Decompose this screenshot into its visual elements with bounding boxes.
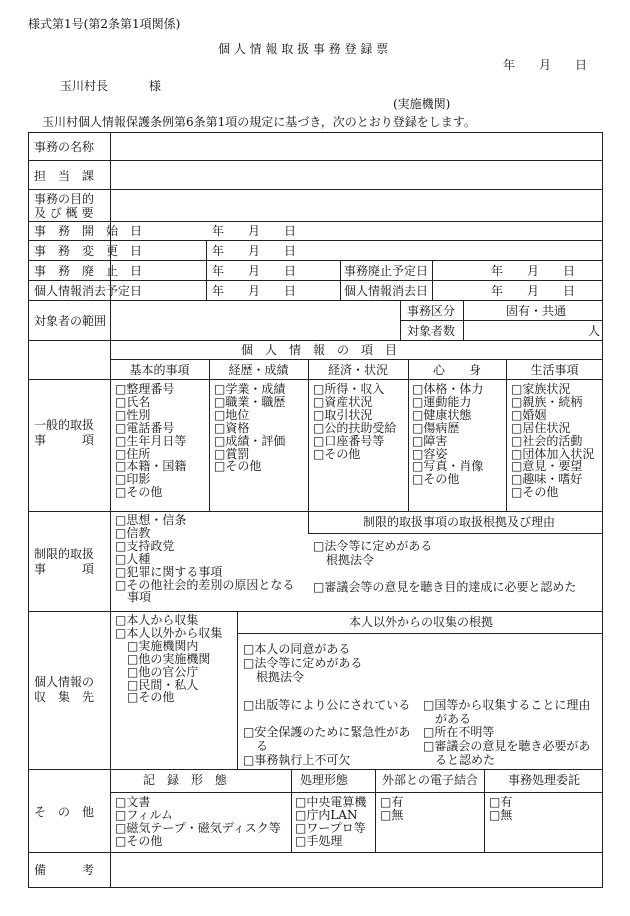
checkbox-item: □資格: [214, 420, 250, 435]
delete-date-value: 年 月 日: [491, 284, 576, 298]
label-purpose-1: 事務の目的: [34, 192, 95, 206]
checkbox-item: □無: [380, 807, 404, 822]
label-delete-date: 個人情報消去日: [344, 284, 429, 298]
checkbox-item: □その他: [115, 833, 163, 848]
record-format-items: [115, 796, 281, 848]
collection-national-1: □国等から収集することに理由: [423, 698, 591, 712]
checkbox-item: □民間・私人: [115, 677, 199, 692]
checkbox-item: □地位: [214, 407, 250, 422]
collection-items: [115, 614, 222, 704]
collection-law-name: 根拠法令: [256, 670, 305, 684]
collection-council-1: □審議会の意見を聴き必要があ: [423, 739, 591, 753]
checkbox-item: □その他: [412, 472, 460, 487]
col-head-body: 心 身: [432, 363, 481, 377]
checkbox-item: □その他社会的差別の原因となる: [115, 577, 295, 592]
form-title: 個 人 情 報 取 扱 事 務 登 録 票: [218, 42, 389, 56]
checkbox-item: □本人から収集: [115, 613, 199, 627]
checkbox-item: □生年月日等: [115, 433, 187, 448]
checkbox-item: □犯罪に関する事項: [115, 564, 223, 579]
label-abolish-date: 事 務 廃 止 日: [34, 264, 143, 278]
addressee-honorific: 様: [149, 79, 162, 93]
label-subject-count: 対象者数: [407, 324, 456, 338]
career-items: [214, 383, 285, 473]
checkbox-item: □職業・職歴: [214, 394, 286, 409]
checkbox-item: □本籍・国籍: [115, 459, 187, 474]
label-department: 担 当 課: [34, 169, 95, 183]
addressee: 玉川村長: [60, 79, 109, 93]
restricted-basis-heading: 制限的取扱事項の取扱根拠及び理由: [363, 515, 556, 529]
processing-heading: 処理形態: [300, 773, 349, 787]
external-link-heading: 外部との電子結合: [382, 773, 479, 787]
intro-text: 玉川村個人情報保護条例第6条第1項の規定に基づき，次のとおり登録をします。: [42, 115, 476, 129]
checkbox-item: □傷病歴: [412, 420, 460, 435]
label-change-date: 事 務 変 更 日: [34, 244, 143, 258]
checkbox-item: □その他: [115, 485, 163, 500]
collection-national-2: がある: [435, 712, 472, 726]
body-items: [412, 383, 483, 486]
checkbox-item: □磁気テープ・磁気ディスク等: [115, 820, 281, 835]
restricted-items: [115, 514, 294, 604]
checkbox-item: □公的扶助受給: [313, 420, 397, 435]
label-purpose-2: 及 び 概 要: [34, 206, 94, 220]
collection-consent: □本人の同意がある: [243, 642, 351, 656]
collection-emergency-1: □安全保護のために緊急性があ: [243, 725, 411, 739]
checkbox-item: □所得・収入: [313, 382, 385, 396]
items-heading: 個 人 情 報 の 項 目: [241, 343, 398, 357]
restricted-basis-law: □法令等に定めがある: [313, 539, 433, 553]
subject-count-unit: 人: [588, 324, 601, 338]
checkbox-item: □資産状況: [313, 394, 373, 409]
checkbox-item: □学業・成績: [214, 382, 286, 396]
checkbox-item: □ワープロ等: [295, 820, 366, 835]
checkbox-item: □他の実施機関: [115, 651, 211, 666]
checkbox-item: □氏名: [115, 394, 151, 409]
checkbox-item: □社会的活動: [511, 433, 583, 448]
label-office-class: 事務区分: [407, 304, 456, 318]
label-general-1: 一般的取扱: [34, 418, 95, 432]
label-other: そ の 他: [34, 805, 95, 819]
label-start-date: 事 務 開 始 日: [34, 224, 143, 238]
checkbox-item: □意見・要望: [511, 459, 583, 474]
checkbox-item: □賞罰: [214, 446, 250, 461]
collection-unknown: □所在不明等: [423, 725, 495, 739]
processing-items: [295, 796, 366, 848]
label-collection-2: 収 集 先: [34, 690, 95, 704]
checkbox-item: □その他: [313, 446, 361, 461]
checkbox-item: □電話番号: [115, 420, 175, 435]
collection-essential: □事務執行上不可欠: [243, 753, 351, 767]
collection-basis-heading: 本人以外からの収集の根拠: [349, 615, 494, 629]
entrust-items: [489, 796, 512, 822]
restricted-basis-council: □審議会等の意見を聴き目的達成に必要と認めた: [313, 580, 577, 594]
label-general-2: 事 項: [34, 433, 95, 447]
checkbox-item: □印影: [115, 472, 151, 487]
checkbox-item: □運動能力: [412, 394, 472, 409]
life-items: [511, 383, 594, 499]
checkbox-item: □信教: [115, 525, 151, 540]
checkbox-item: □人種: [115, 551, 151, 566]
header-date: 年 月 日: [503, 58, 588, 72]
basic-items: [115, 383, 186, 499]
checkbox-item: □有: [380, 795, 404, 809]
office-class-value: 固有・共通: [506, 304, 567, 318]
record-format-heading: 記 録 形 態: [143, 773, 228, 787]
label-subject-range: 対象者の範囲: [34, 314, 107, 328]
checkbox-item: □障害: [412, 433, 448, 448]
abolish-plan-value: 年 月 日: [491, 264, 576, 278]
checkbox-item: □親族・続柄: [511, 394, 583, 409]
checkbox-item: □口座番号等: [313, 433, 385, 448]
checkbox-item: □団体加入状況: [511, 446, 595, 461]
checkbox-item: □有: [489, 795, 513, 809]
checkbox-item: □他の官公庁: [115, 664, 199, 679]
label-abolish-plan: 事務廃止予定日: [344, 264, 429, 278]
col-head-economy: 経済・状況: [327, 363, 388, 377]
checkbox-item: □庁内LAN: [295, 807, 358, 822]
checkbox-item: □フィルム: [115, 807, 173, 822]
col-head-life: 生活事項: [530, 363, 579, 377]
external-link-items: [380, 796, 403, 822]
label-restricted-1: 制限的取扱: [34, 547, 95, 561]
collection-published: □出版等により公にされている: [243, 698, 411, 712]
economy-items: [313, 383, 396, 460]
collection-council-2: ると認めた: [435, 753, 496, 767]
label-office-name: 事務の名称: [34, 140, 95, 154]
delete-plan-value: 年 月 日: [212, 284, 297, 298]
checkbox-item: □実施機関内: [115, 638, 199, 653]
abolish-date-value: 年 月 日: [212, 264, 297, 278]
checkbox-item: □本人以外から収集: [115, 625, 223, 640]
checkbox-item: □居住状況: [511, 420, 571, 435]
start-date-value: 年 月 日: [212, 224, 297, 238]
label-collection-1: 個人情報の: [34, 675, 95, 689]
checkbox-item: □成績・評価: [214, 433, 286, 448]
collection-emergency-2: る: [256, 739, 269, 753]
form-number: 様式第1号(第2条第1項関係): [28, 17, 181, 31]
restricted-basis-law-name: 根拠法令: [326, 553, 375, 567]
checkbox-item: □家族状況: [511, 382, 571, 396]
label-remarks: 備 考: [34, 863, 95, 877]
checkbox-item: □思想・信条: [115, 513, 187, 527]
checkbox-item: 事項: [115, 590, 152, 605]
entrust-heading: 事務処理委託: [508, 773, 581, 787]
checkbox-item: □整理番号: [115, 382, 175, 396]
checkbox-item: □健康状態: [412, 407, 472, 422]
checkbox-item: □容姿: [412, 446, 448, 461]
checkbox-item: □中央電算機: [295, 795, 367, 809]
checkbox-item: □その他: [115, 690, 175, 705]
change-date-value: 年 月 日: [212, 244, 297, 258]
checkbox-item: □文書: [115, 795, 151, 809]
collection-law: □法令等に定めがある: [243, 656, 363, 670]
checkbox-item: □その他: [214, 459, 262, 474]
checkbox-item: □その他: [511, 485, 559, 500]
checkbox-item: □性別: [115, 407, 151, 422]
label-delete-plan: 個人情報消去予定日: [34, 284, 143, 298]
checkbox-item: □手処理: [295, 833, 343, 848]
col-head-basic: 基本的事項: [129, 363, 190, 377]
col-head-career: 経歴・成績: [228, 363, 289, 377]
checkbox-item: □体格・体力: [412, 382, 484, 396]
checkbox-item: □取引状況: [313, 407, 373, 422]
checkbox-item: □支持政党: [115, 538, 175, 553]
checkbox-item: □婚姻: [511, 407, 547, 422]
checkbox-item: □趣味・嗜好: [511, 472, 583, 487]
label-restricted-2: 事 項: [34, 562, 95, 576]
agency-label: (実施機関): [393, 97, 451, 111]
checkbox-item: □写真・肖像: [412, 459, 484, 474]
checkbox-item: □無: [489, 807, 513, 822]
checkbox-item: □住所: [115, 446, 151, 461]
